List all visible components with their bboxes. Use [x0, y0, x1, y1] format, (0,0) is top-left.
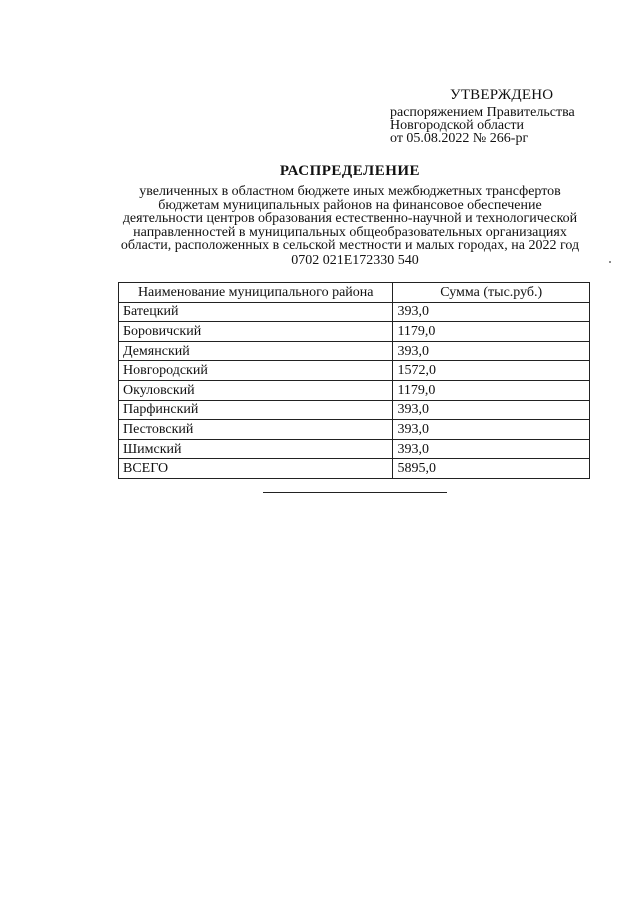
- table-row: [119, 400, 590, 420]
- approval-line: Новгородской области: [390, 118, 524, 133]
- district-name-cell: Парфинский: [119, 400, 393, 420]
- table-row: [119, 302, 590, 322]
- amount-cell: 393,0: [393, 302, 590, 322]
- table-row: [119, 361, 590, 381]
- subtitle-line: увеличенных в областном бюджете иных межбюджетных трансфертов: [139, 184, 561, 199]
- district-name-cell: ВСЕГО: [119, 459, 393, 479]
- amount-cell: 5895,0: [393, 459, 590, 479]
- scan-speck: [609, 261, 611, 263]
- amount-cell: 1572,0: [393, 361, 590, 381]
- approval-block: [390, 106, 575, 145]
- header-amount: Сумма (тыс.руб.): [393, 283, 590, 303]
- approval-line: от 05.08.2022 № 266-рг: [390, 131, 529, 146]
- amount-cell: 393,0: [393, 341, 590, 361]
- subtitle-line: области, расположенных в сельской местности и малых городах, на 2022 год: [120, 238, 580, 253]
- document-title: РАСПРЕДЕЛЕНИЕ: [279, 163, 421, 179]
- amount-cell: 1179,0: [393, 322, 590, 342]
- table-header-row: [119, 283, 590, 303]
- table-row: [119, 439, 590, 459]
- subtitle-line: бюджетам муниципальных районов на финансовое обеспечение: [158, 197, 542, 213]
- table-row: [119, 341, 590, 361]
- district-name-cell: Пестовский: [119, 420, 393, 440]
- approval-heading: УТВЕРЖДЕНО: [450, 87, 554, 103]
- district-name-cell: Батецкий: [119, 302, 393, 322]
- approval-line: распоряжением Правительства: [390, 105, 575, 120]
- district-name-cell: Демянский: [119, 341, 393, 361]
- district-name-cell: Новгородский: [119, 361, 393, 381]
- table-body: [119, 302, 590, 478]
- document-subtitle: [0, 185, 635, 253]
- header-district: Наименование муниципального района: [119, 283, 393, 303]
- district-name-cell: Боровичский: [119, 322, 393, 342]
- end-rule: [263, 492, 447, 493]
- subtitle-line: направленностей в муниципальных общеобразовательных организациях: [133, 224, 567, 240]
- amount-cell: 1179,0: [393, 380, 590, 400]
- table-total-row: [119, 459, 590, 479]
- budget-code: 0702 021E172330 540: [291, 253, 419, 268]
- table-row: [119, 322, 590, 342]
- amount-cell: 393,0: [393, 439, 590, 459]
- amount-cell: 393,0: [393, 400, 590, 420]
- district-name-cell: Окуловский: [119, 380, 393, 400]
- amount-cell: 393,0: [393, 420, 590, 440]
- table-row: [119, 420, 590, 440]
- table-row: [119, 380, 590, 400]
- subtitle-line: деятельности центров образования естественно-научной и технологической: [122, 211, 578, 226]
- distribution-table: [118, 282, 590, 479]
- district-name-cell: Шимский: [119, 439, 393, 459]
